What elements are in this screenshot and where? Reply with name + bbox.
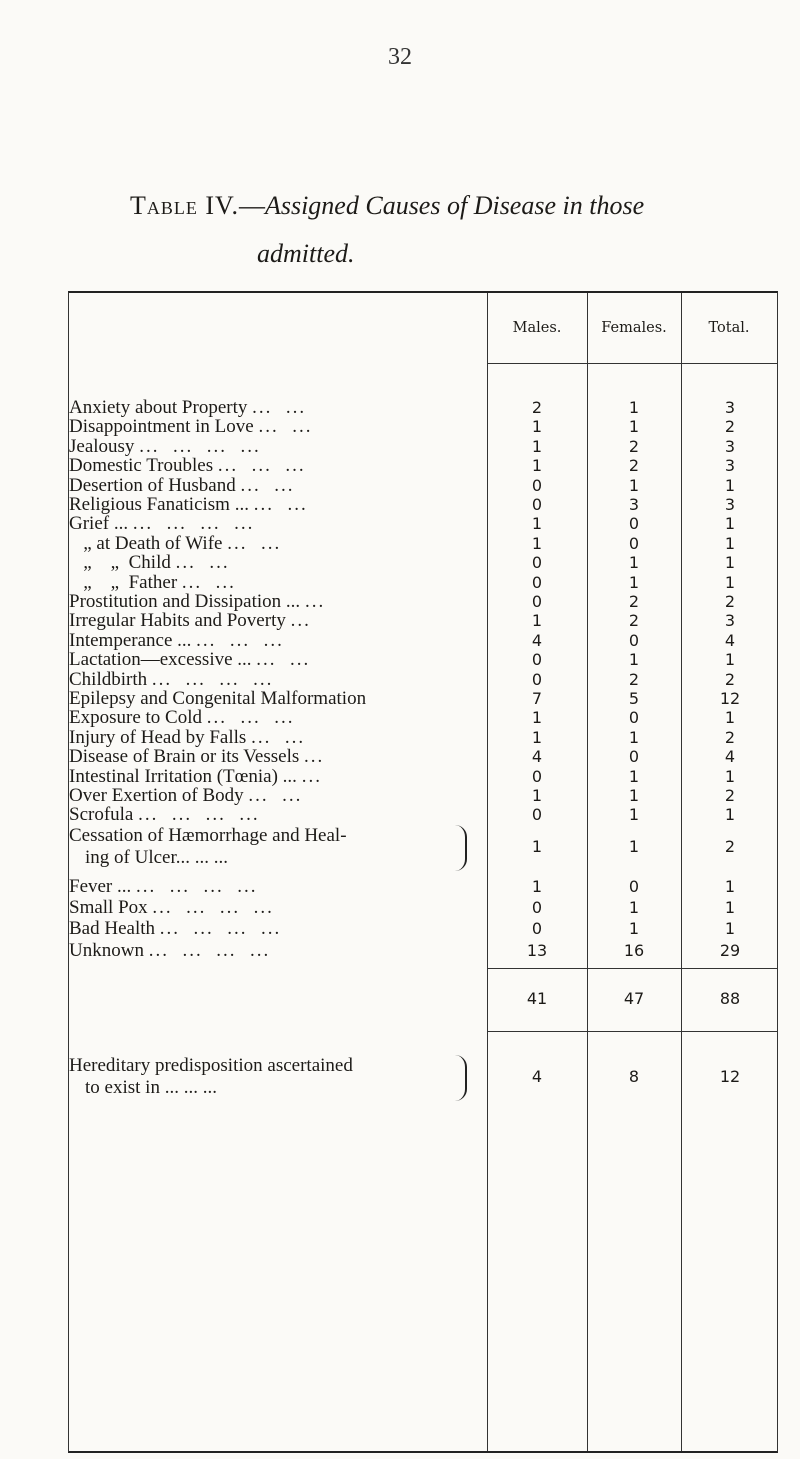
cell-males: 4 [531, 630, 543, 650]
header-males: Males. [512, 320, 562, 336]
leader-dots: ... ... [252, 397, 307, 418]
total-females: 47 [623, 989, 645, 1008]
cell-males: 0 [531, 650, 543, 670]
row-label-text: Bad Health [69, 918, 156, 940]
cell-females: 1 [628, 837, 640, 856]
row-label [69, 917, 485, 940]
row-label-text: Anxiety about Property [69, 397, 248, 418]
row-label-text: Epilepsy and Congenital Malformation [69, 688, 367, 709]
page-number: 32 [388, 44, 412, 70]
cell-total: 1 [724, 514, 736, 534]
row-label-text: Scrofula [69, 804, 134, 826]
cell-males: 1 [531, 786, 543, 805]
leader-dots: ... [304, 746, 325, 768]
cell-total: 2 [724, 669, 736, 689]
row-label [69, 939, 485, 962]
table-row-cessation [69, 825, 777, 871]
brace-icon [451, 1055, 467, 1101]
row-label-text: Religious Fanaticism ... [69, 494, 249, 515]
row-label-line1: Cessation of Hæmorrhage and Heal- [69, 825, 347, 846]
cell-females: 1 [628, 398, 640, 417]
cell-females: 2 [628, 611, 640, 631]
leader-dots: ... ... [258, 416, 313, 438]
cell-females: 8 [628, 1067, 640, 1086]
leader-dots: ... ... [175, 552, 230, 574]
row-label-line2: ing of Ulcer... ... ... [85, 847, 229, 868]
cell-females: 0 [628, 533, 640, 553]
cell-males: 1 [531, 456, 543, 476]
title-dash: — [238, 191, 265, 220]
row-label-text: Exposure to Cold [69, 707, 202, 729]
cell-males: 0 [531, 669, 543, 689]
cell-total: 1 [724, 877, 736, 896]
header-total: Total. [708, 320, 750, 336]
cell-total: 3 [724, 398, 736, 417]
leader-dots: ... ... ... [217, 455, 306, 477]
leader-dots: ... ... ... [206, 707, 295, 729]
leader-dots: ... ... [256, 649, 311, 671]
row-label-text: Lactation—excessive ... [69, 649, 252, 671]
row-label-text: „ „ Child [69, 552, 171, 574]
cell-total: 3 [724, 456, 736, 476]
row-label-text: Unknown [69, 939, 144, 961]
row-label-text: Grief ... [69, 513, 129, 535]
leader-dots: ... ... [248, 785, 303, 806]
cell-females: 0 [628, 877, 640, 896]
leader-dots: ... ... ... ... [139, 435, 261, 457]
cell-total: 2 [724, 786, 736, 805]
cell-males: 1 [531, 436, 543, 456]
leader-dots: ... [304, 591, 326, 612]
cell-total: 1 [724, 805, 736, 825]
cell-males: 0 [531, 766, 543, 786]
cell-total: 2 [724, 417, 736, 437]
row-label-text: Over Exertion of Body [69, 785, 244, 806]
row-label [69, 875, 485, 898]
cell-males: 1 [531, 514, 543, 534]
cell-females: 5 [628, 689, 640, 708]
cell-females: 1 [628, 805, 640, 825]
leader-dots: ... ... ... [196, 629, 284, 651]
cell-total: 3 [724, 495, 736, 514]
cell-males: 0 [531, 553, 543, 573]
leader-dots: ... ... ... ... [151, 668, 274, 690]
cell-total: 4 [724, 747, 736, 767]
cell-females: 1 [628, 417, 640, 437]
leader-dots: ... [290, 610, 311, 632]
table-row [69, 803, 777, 826]
cell-total: 1 [724, 898, 736, 918]
cell-females: 2 [628, 436, 640, 456]
leader-dots: ... ... [181, 571, 236, 593]
row-label-text: Small Pox [69, 897, 148, 919]
row-label-text: Desertion of Husband [69, 474, 236, 496]
cell-males: 7 [531, 689, 543, 708]
cell-total: 1 [724, 708, 736, 728]
cell-females: 2 [628, 592, 640, 611]
cell-males: 0 [531, 805, 543, 825]
leader-dots: ... ... [227, 532, 282, 554]
totals-row [69, 987, 777, 1010]
cell-females: 1 [628, 898, 640, 918]
row-label [69, 896, 485, 919]
table-title [130, 182, 750, 278]
cell-total: 12 [719, 689, 741, 708]
cell-males: 0 [531, 572, 543, 592]
table-row-hereditary [69, 1055, 777, 1101]
cell-males: 1 [531, 533, 543, 553]
cell-total: 1 [724, 533, 736, 553]
row-label-text: „ at Death of Wife [69, 532, 223, 554]
title-lead: Table IV. [130, 191, 239, 220]
sum-rule-bottom [487, 1031, 777, 1032]
cell-males: 13 [526, 940, 548, 960]
row-label-line1: Hereditary predisposition ascertained [69, 1055, 353, 1076]
leader-dots: ... ... [251, 726, 306, 748]
cell-total: 1 [724, 475, 736, 495]
leader-dots: ... ... ... ... [152, 897, 274, 919]
cell-males: 0 [531, 919, 543, 939]
cell-females: 16 [623, 940, 645, 960]
row-label [69, 1055, 447, 1099]
leader-dots: ... ... ... ... [159, 918, 282, 940]
row-label-text: Fever ... [69, 876, 132, 897]
cell-males: 2 [531, 398, 543, 417]
cell-females: 1 [628, 727, 640, 747]
row-label-text: „ „ Father [69, 571, 178, 593]
cell-females: 1 [628, 766, 640, 786]
row-label-text: Childbirth [69, 668, 148, 690]
cell-males: 0 [531, 495, 543, 514]
brace-icon [451, 825, 467, 871]
cell-males: 1 [531, 417, 543, 437]
cell-females: 3 [628, 495, 640, 514]
cell-males: 1 [531, 708, 543, 728]
cell-males: 0 [531, 592, 543, 611]
leader-dots: ... ... ... ... [148, 939, 271, 961]
row-label-text: Domestic Troubles [69, 455, 214, 477]
leader-dots: ... [301, 765, 322, 787]
cell-females: 0 [628, 747, 640, 767]
cell-total: 2 [724, 837, 736, 856]
leader-dots: ... ... [240, 474, 295, 496]
cell-males: 1 [531, 837, 543, 856]
cell-females: 1 [628, 475, 640, 495]
row-label-text: Prostitution and Dissipation ... [69, 591, 301, 612]
cell-males: 4 [531, 1067, 543, 1086]
cell-total: 1 [724, 553, 736, 573]
row-label-text: Disease of Brain or its Vessels [69, 746, 300, 768]
cell-males: 0 [531, 898, 543, 918]
cell-females: 0 [628, 630, 640, 650]
cell-total: 2 [724, 727, 736, 747]
cell-total: 1 [724, 919, 736, 939]
table-row [69, 939, 777, 962]
table-row [69, 896, 777, 919]
cell-females: 0 [628, 708, 640, 728]
header-rule [487, 363, 777, 364]
causes-table [68, 291, 778, 1453]
row-label-text: Injury of Head by Falls [69, 726, 247, 748]
cell-males: 1 [531, 727, 543, 747]
row-label [69, 803, 485, 826]
cell-females: 2 [628, 669, 640, 689]
cell-females: 1 [628, 553, 640, 573]
row-label-text: Intemperance ... [69, 629, 192, 651]
row-label-text: Intestinal Irritation (Tœnia) ... [69, 765, 297, 787]
cell-males: 1 [531, 611, 543, 631]
cell-total: 2 [724, 592, 736, 611]
cell-total: 4 [724, 630, 736, 650]
cell-total: 3 [724, 436, 736, 456]
cell-males: 0 [531, 475, 543, 495]
table-row [69, 917, 777, 940]
cell-females: 1 [628, 786, 640, 805]
leader-dots: ... ... ... ... [136, 876, 258, 897]
row-label [69, 825, 447, 869]
cell-females: 2 [628, 456, 640, 476]
cell-total: 1 [724, 650, 736, 670]
cell-females: 1 [628, 572, 640, 592]
row-label-text: Jealousy [69, 435, 135, 457]
title-italic-line1: Assigned Causes of Disease in those [264, 191, 645, 220]
leader-dots: ... ... [253, 494, 308, 515]
cell-females: 0 [628, 514, 640, 534]
total-total: 88 [719, 989, 741, 1008]
cell-males: 4 [531, 747, 543, 767]
cell-total: 3 [724, 611, 736, 631]
header-females: Females. [601, 320, 667, 336]
cell-total: 1 [724, 572, 736, 592]
cell-total: 1 [724, 766, 736, 786]
leader-dots: ... ... ... ... [138, 804, 260, 826]
table-row [69, 875, 777, 898]
sum-rule-top [487, 968, 777, 969]
cell-total: 29 [719, 940, 741, 960]
leader-dots: ... ... ... ... [132, 513, 255, 535]
title-italic-line2: admitted. [257, 239, 355, 268]
total-males: 41 [526, 989, 548, 1008]
cell-females: 1 [628, 650, 640, 670]
row-label-text: Disappointment in Love [69, 416, 254, 438]
row-label-line2: to exist in ... ... ... [85, 1077, 217, 1098]
cell-females: 1 [628, 919, 640, 939]
cell-males: 1 [531, 877, 543, 896]
cell-total: 12 [719, 1067, 741, 1086]
row-label-text: Irregular Habits and Poverty [69, 610, 286, 632]
